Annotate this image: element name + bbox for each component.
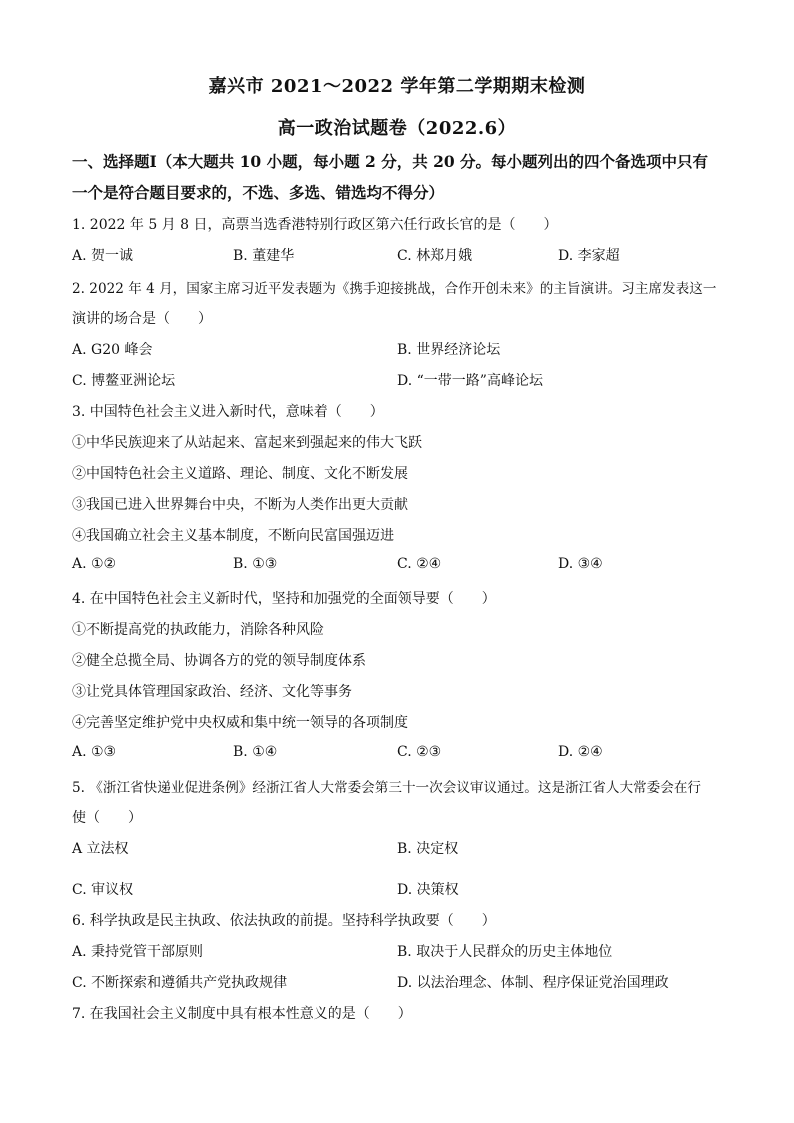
question-4-option-a: A. ①③	[72, 744, 117, 760]
question-3-statement-4: ④我国确立社会主义基本制度，不断向民富国强迈进	[72, 528, 394, 544]
question-3-statement-1: ①中华民族迎来了从站起来、富起来到强起来的伟大飞跃	[72, 435, 422, 451]
question-2-option-b: B. 世界经济论坛	[397, 342, 501, 358]
question-3-statement-3: ③我国已进入世界舞台中央，不断为人类作出更大贡献	[72, 497, 408, 513]
question-6-option-b: B. 取决于人民群众的历史主体地位	[397, 944, 613, 960]
question-5-option-b: B. 决定权	[397, 841, 459, 857]
question-1-stem: 1. 2022 年 5 月 8 日，高票当选香港特别行政区第六任行政长官的是（ ）	[72, 217, 558, 233]
question-2-option-a: A. G20 峰会	[72, 342, 153, 358]
question-3-statement-2: ②中国特色社会主义道路、理论、制度、文化不断发展	[72, 466, 408, 482]
question-3-option-a: A. ①②	[72, 556, 117, 572]
question-2-option-c: C. 博鳌亚洲论坛	[72, 373, 176, 389]
question-2-stem-line1: 2. 2022 年 4 月，国家主席习近平发表题为《携手迎接挑战，合作开创未来》的主旨演讲。习主席发表这一	[72, 281, 717, 297]
question-1-option-a: A. 贺一诚	[72, 248, 134, 264]
question-3-option-d: D. ③④	[558, 556, 603, 572]
question-3-stem: 3. 中国特色社会主义进入新时代，意味着（ ）	[72, 404, 384, 420]
question-4-option-b: B. ①④	[233, 744, 278, 760]
question-4-stem: 4. 在中国特色社会主义新时代，坚持和加强党的全面领导要（ ）	[72, 591, 496, 607]
question-6-option-d: D. 以法治理念、体制、程序保证党治国理政	[397, 975, 669, 991]
question-4-statement-3: ③让党具体管理国家政治、经济、文化等事务	[72, 684, 352, 700]
question-1-option-d: D. 李家超	[558, 248, 620, 264]
question-3-option-c: C. ②④	[397, 556, 442, 572]
question-4-statement-1: ①不断提高党的执政能力，消除各种风险	[72, 622, 324, 638]
question-4-statement-2: ②健全总揽全局、协调各方的党的领导制度体系	[72, 653, 366, 669]
question-4-option-c: C. ②③	[397, 744, 442, 760]
exam-title: 嘉兴市 2021～2022 学年第二学期期末检测	[208, 76, 586, 97]
question-5-option-d: D. 决策权	[397, 882, 459, 898]
question-2-stem-line2: 演讲的场合是（ ）	[72, 311, 212, 327]
question-3-option-b: B. ①③	[233, 556, 278, 572]
question-6-stem: 6. 科学执政是民主执政、依法执政的前提。坚持科学执政要（ ）	[72, 913, 496, 929]
question-4-option-d: D. ②④	[558, 744, 603, 760]
question-1-option-c: C. 林郑月娥	[397, 248, 473, 264]
question-2-option-d: D. “一带一路”高峰论坛	[397, 373, 543, 389]
question-5-option-c: C. 审议权	[72, 882, 134, 898]
section-heading-line2: 一个是符合题目要求的，不选、多选、错选均不得分）	[72, 183, 445, 202]
question-6-option-c: C. 不断探索和遵循共产党执政规律	[72, 975, 288, 991]
section-heading-line1: 一、选择题Ⅰ（本大题共 10 小题，每小题 2 分，共 20 分。每小题列出的四个备选项中只有	[72, 152, 709, 171]
question-5-stem-line2: 使（ ）	[72, 810, 142, 826]
question-4-statement-4: ④完善坚定维护党中央权威和集中统一领导的各项制度	[72, 715, 408, 731]
question-7-stem: 7. 在我国社会主义制度中具有根本性意义的是（ ）	[72, 1006, 412, 1022]
question-5-option-a: A 立法权	[72, 841, 129, 857]
question-1-option-b: B. 董建华	[233, 248, 295, 264]
question-6-option-a: A. 秉持党管干部原则	[72, 944, 204, 960]
exam-subtitle: 高一政治试题卷（2022.6）	[277, 118, 517, 139]
question-5-stem-line1: 5. 《浙江省快递业促进条例》经浙江省人大常委会第三十一次会议审议通过。这是浙江省人大常委会在行	[72, 780, 702, 796]
